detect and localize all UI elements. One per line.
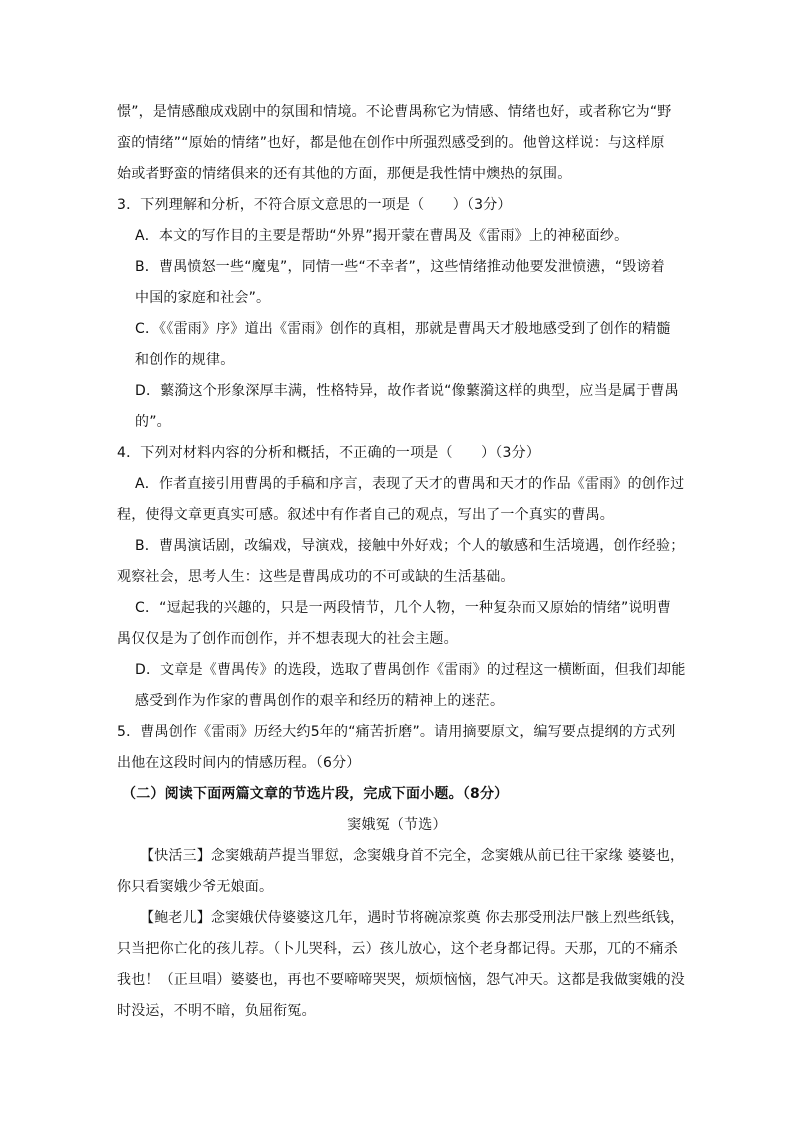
excerpt-line: 只当把你亡化的孩儿荐。（卜儿哭科，云）孩儿放心，这个老身都记得。天那，兀的不痛杀 <box>117 941 678 957</box>
excerpt-line: 你只看窦娥少爷无娘面。 <box>117 879 274 895</box>
passage-line: 憬”，是情感酿成戏剧中的氛围和情境。不论曹禺称它为情感、情绪也好，或者称它为“野 <box>117 104 672 120</box>
question-5: 5．曹禺创作《雷雨》历经大约5年的“痛苦折磨”。请用摘要原文，编写要点提纲的方式列 <box>117 724 676 740</box>
question-4: 4．下列对材料内容的分析和概括，不正确的一项是（ ）（3分） <box>117 445 541 461</box>
question-5-cont: 出他在这段时间内的情感历程。（6分） <box>117 755 361 771</box>
question-4-option-c-cont: 禺仅仅是为了创作而创作，并不想表现大的社会主题。 <box>117 631 458 647</box>
question-4-option-c: C．“逗起我的兴趣的，只是一两段情节，几个人物，一种复杂而又原始的情绪”说明曹 <box>135 600 672 616</box>
excerpt-line: 【快活三】念窦娥葫芦提当罪愆，念窦娥身首不完全，念窦娥从前已往干家缘 婆婆也， <box>140 848 685 864</box>
passage-line: 始或者野蛮的情绪俱来的还有其他的方面，那便是我性情中燠热的氛围。 <box>117 166 572 182</box>
question-3: 3．下列理解和分析，不符合原文意思的一项是（ ）（3分） <box>117 197 512 213</box>
question-3-option-d-cont: 的”。 <box>135 414 171 430</box>
excerpt-line: 我也！（正旦唱）婆婆也，再也不要啼啼哭哭，烦烦恼恼，怨气冲天。这都是我做窦娥的没 <box>117 972 685 988</box>
question-3-option-b: B．曹禺愤怒一些“魔鬼”，同情一些“不幸者”，这些情绪推动他要发泄愤懑，“毁谤着 <box>135 259 665 275</box>
question-3-option-c: C．《《雷雨》序》道出《雷雨》创作的真相，那就是曹禺天才般地感受到了创作的精髓 <box>135 321 671 337</box>
question-4-option-a-cont: 程，使得文章更真实可感。叙述中有作者自己的观点，写出了一个真实的曹禺。 <box>117 507 614 523</box>
question-4-option-d: D．文章是《曹禺传》的选段，选取了曹禺创作《雷雨》的过程这一横断面，但我们却能 <box>135 662 686 678</box>
excerpt-title: 窦娥冤（节选） <box>347 817 447 833</box>
section-heading: （二）阅读下面两篇文章的节选片段，完成下面小题。（8分） <box>122 786 509 802</box>
question-4-option-b: B．曹禺演话剧，改编戏，导演戏，接触中外好戏；个人的敏感和生活境遇，创作经验； <box>135 538 685 554</box>
question-3-option-d: D．蘩漪这个形象深厚丰满，性格特异，故作者说“像蘩漪这样的典型，应当是属于曹禺 <box>135 383 679 399</box>
passage-line: 蛮的情绪”“原始的情绪”也好，都是他在创作中所强烈感受到的。他曾这样说：与这样原 <box>117 135 665 151</box>
question-4-option-a: A．作者直接引用曹禺的手稿和序言，表现了天才的曹禺和天才的作品《雷雨》的创作过 <box>135 476 685 492</box>
question-4-option-b-cont: 观察社会，思考人生：这些是曹禺成功的不可或缺的生活基础。 <box>117 569 515 585</box>
question-4-option-d-cont: 感受到作为作家的曹禺创作的艰辛和经历的精神上的迷茫。 <box>135 693 505 709</box>
question-3-option-a: A．本文的写作目的主要是帮助“外界”揭开蒙在曹禺及《雷雨》上的神秘面纱。 <box>135 228 629 244</box>
excerpt-line: 时没运，不明不暗，负屈衔冤。 <box>117 1003 316 1019</box>
question-3-option-c-cont: 和创作的规律。 <box>135 352 235 368</box>
excerpt-line: 【鲍老儿】念窦娥伏侍婆婆这几年，遇时节将碗凉浆奠 你去那受刑法尸骸上烈些纸钱， <box>140 910 685 926</box>
question-3-option-b-cont: 中国的家庭和社会”。 <box>135 290 271 306</box>
